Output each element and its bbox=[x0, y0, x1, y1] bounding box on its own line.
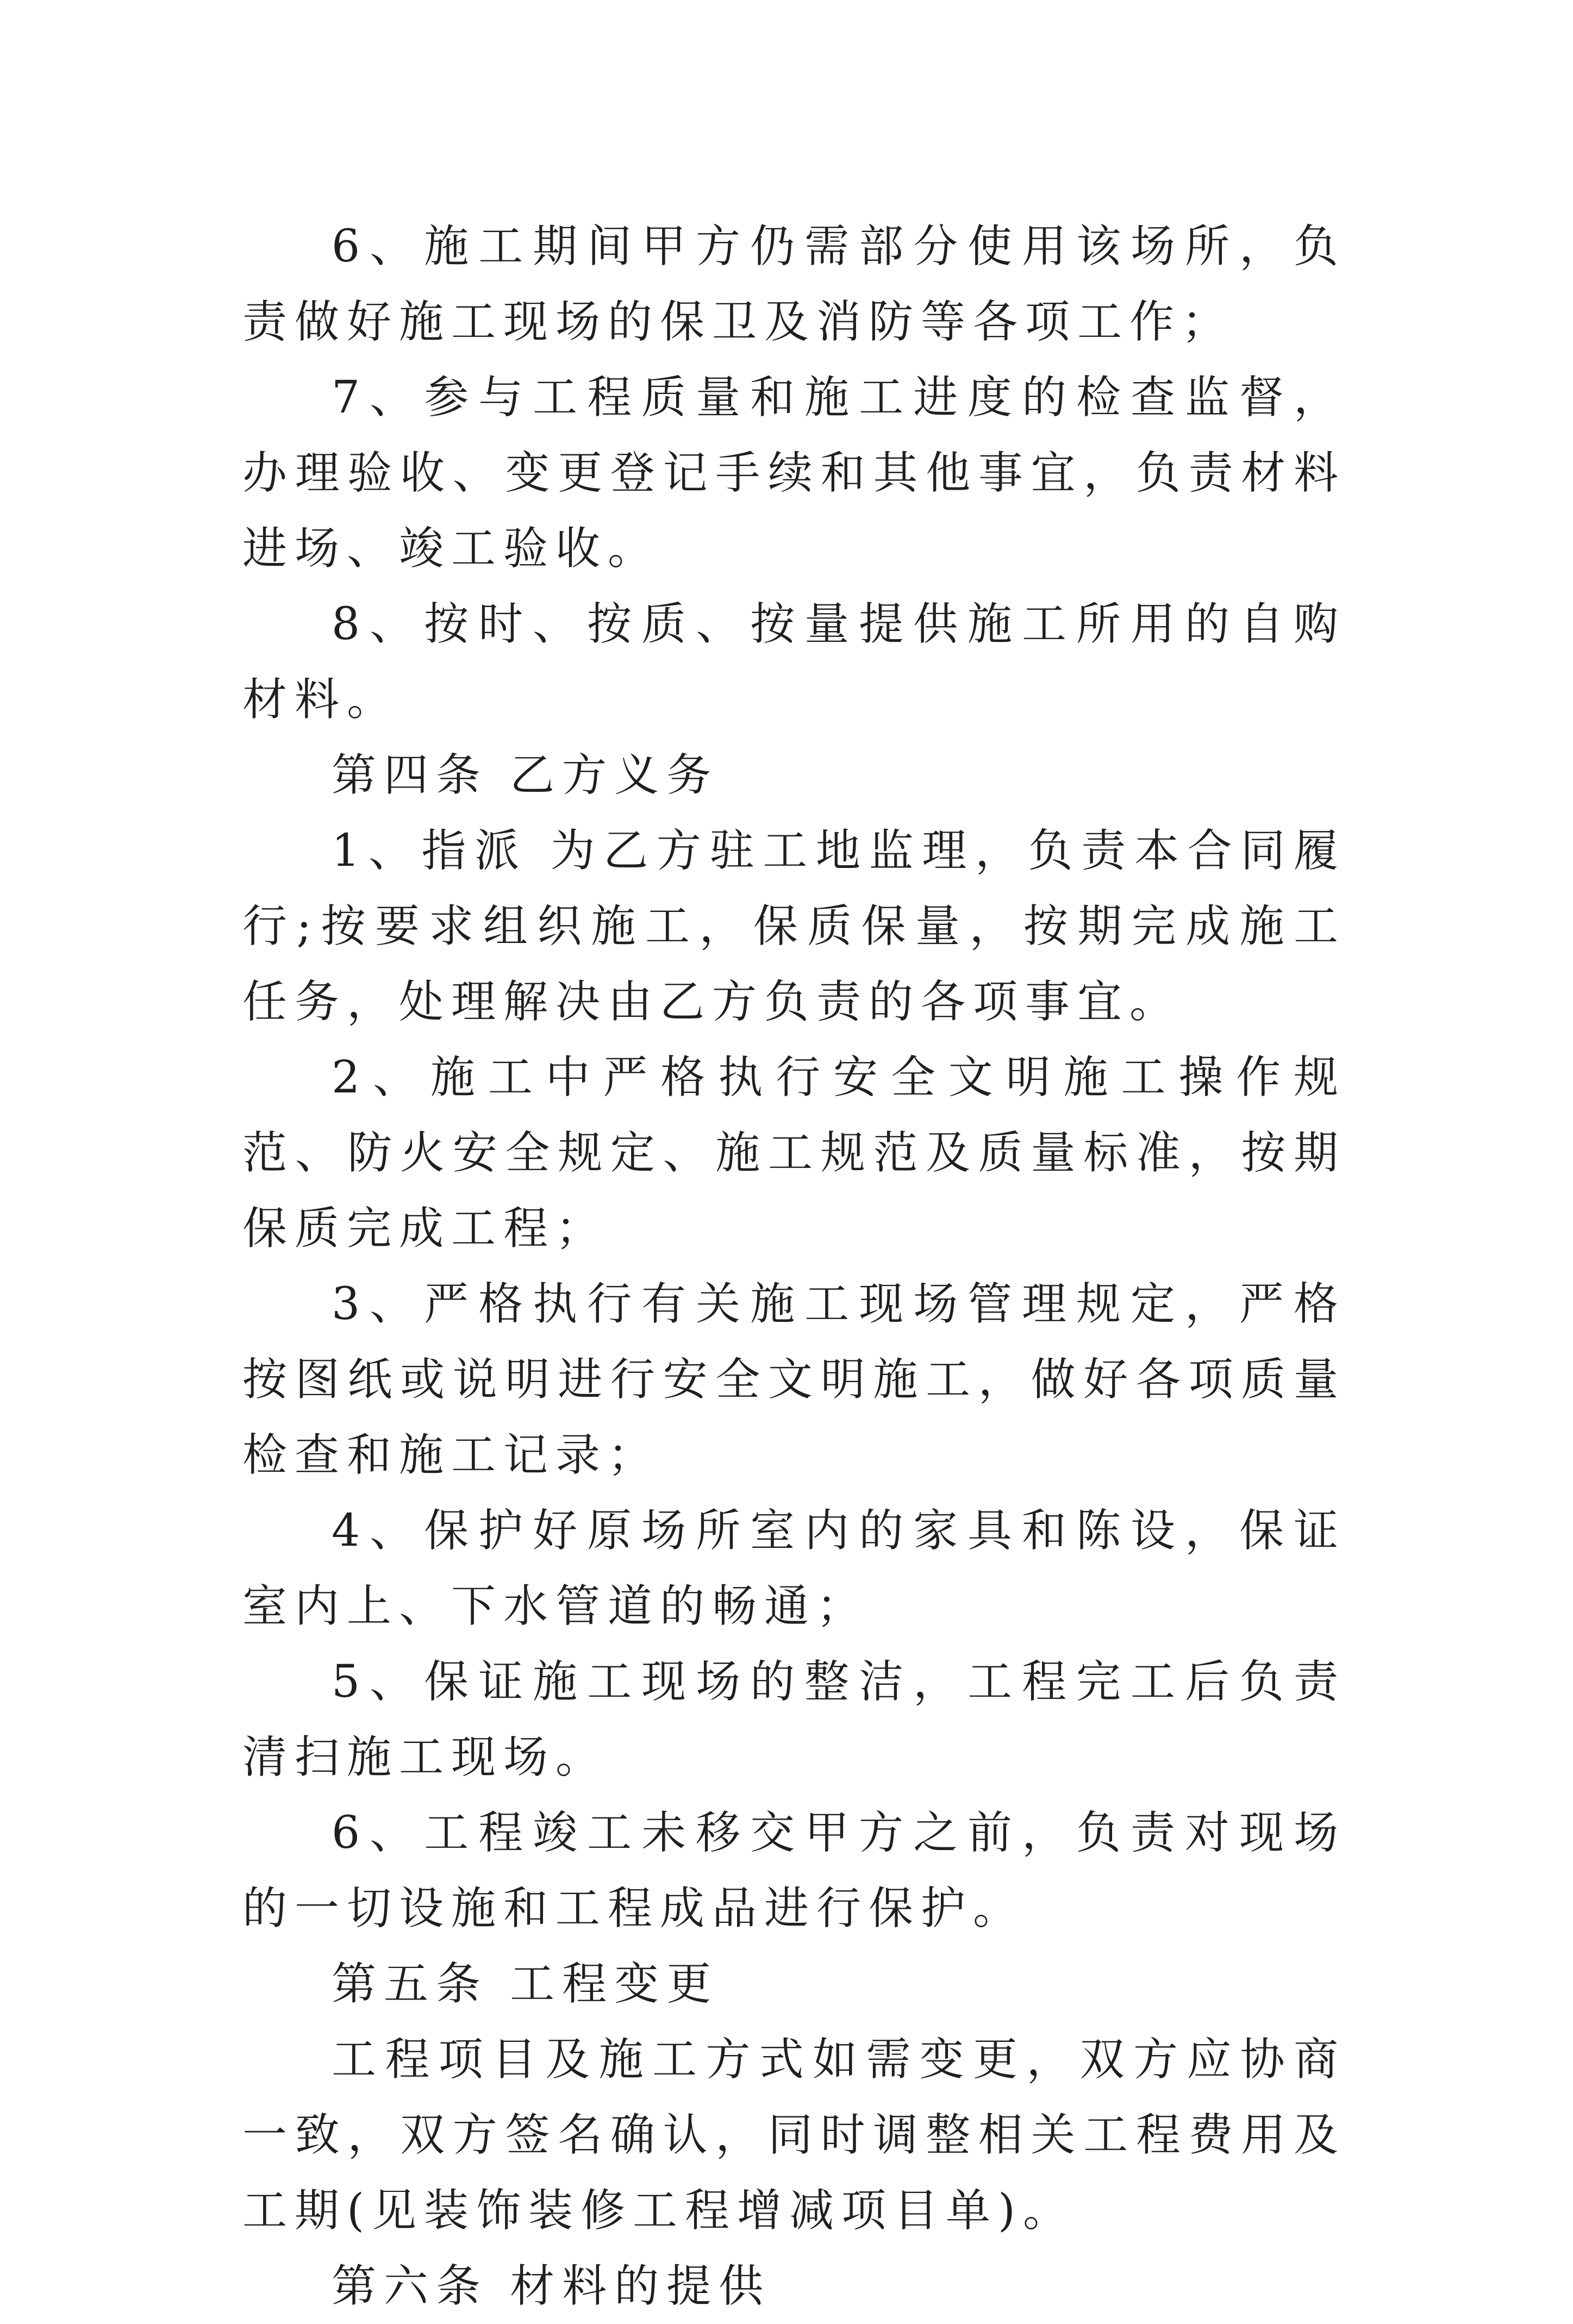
paragraph-project-change: 工程项目及施工方式如需变更，双方应协商一致，双方签名确认，同时调整相关工程费用及工期(见装饰装修工程增减项目单)。 bbox=[242, 2034, 1346, 2236]
document-body bbox=[242, 209, 1346, 2324]
paragraph-owner-duty-8: 8、按时、按质、按量提供施工所用的自购材料。 bbox=[242, 598, 1346, 726]
section-heading-article-4: 第四条 乙方义务 bbox=[332, 749, 719, 801]
paragraph-owner-duty-6: 6、施工期间甲方仍需部分使用该场所，负责做好施工现场的保卫及消防等各项工作； bbox=[242, 221, 1346, 348]
paragraph-contractor-duty-6: 6、工程竣工未移交甲方之前，负责对现场的一切设施和工程成品进行保护。 bbox=[242, 1807, 1346, 1934]
paragraph-contractor-duty-1: 1、指派 为乙方驻工地监理，负责本合同履行;按要求组织施工，保质保量，按期完成施工任务，处理解决由乙方负责的各项事宜。 bbox=[242, 825, 1346, 1028]
section-heading-article-5: 第五条 工程变更 bbox=[332, 1958, 719, 2010]
paragraph-contractor-duty-5: 5、保证施工现场的整洁，工程完工后负责清扫施工现场。 bbox=[242, 1656, 1346, 1783]
paragraph-owner-duty-7: 7、参与工程质量和施工进度的检查监督，办理验收、变更登记手续和其他事宜，负责材料进场、竣工验收。 bbox=[242, 372, 1346, 574]
paragraph-contractor-duty-3: 3、严格执行有关施工现场管理规定，严格按图纸或说明进行安全文明施工，做好各项质量检查和施工记录； bbox=[242, 1278, 1346, 1481]
paragraph-contractor-duty-4: 4、保护好原场所室内的家具和陈设，保证室内上、下水管道的畅通； bbox=[242, 1505, 1346, 1632]
section-heading-article-6: 第六条 材料的提供 bbox=[332, 2260, 771, 2312]
paragraph-contractor-duty-2: 2、施工中严格执行安全文明施工操作规范、防火安全规定、施工规范及质量标准，按期保质完成工程； bbox=[242, 1052, 1346, 1254]
